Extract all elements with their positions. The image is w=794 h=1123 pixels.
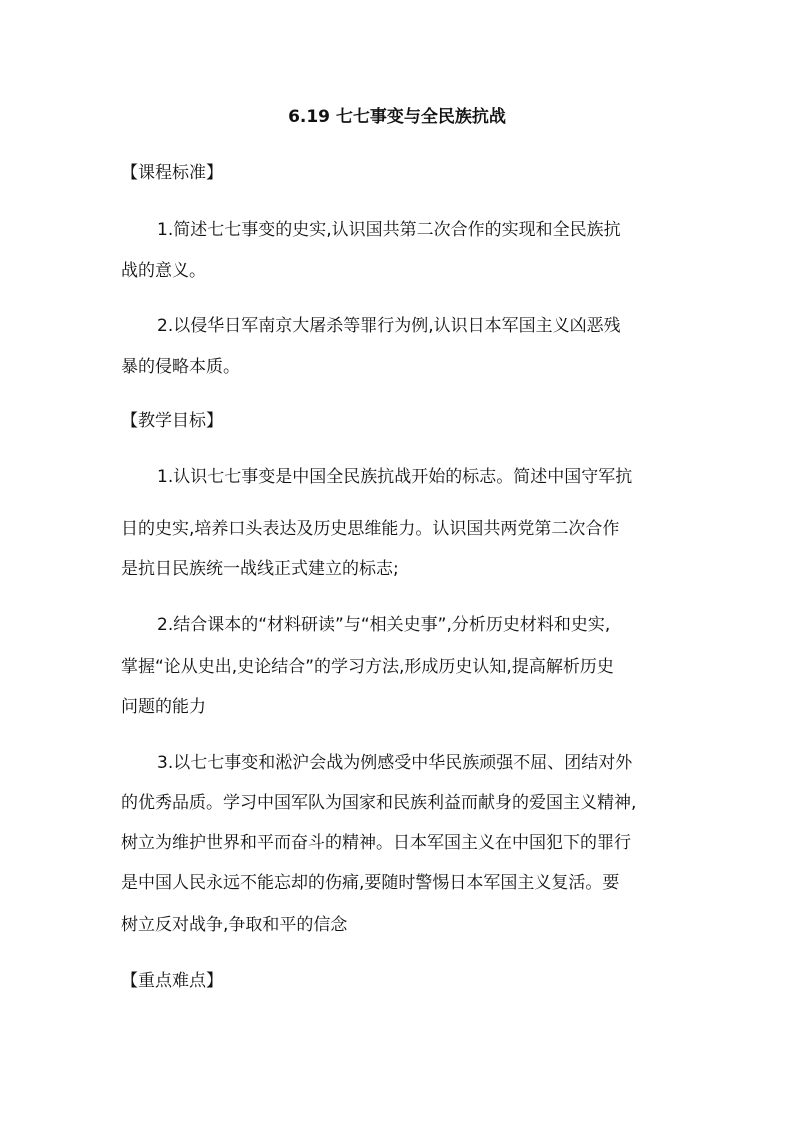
- paragraph-line: 是中国人民永远不能忘却的伤痛,要随时警惕日本军国主义复活。要: [121, 873, 620, 893]
- paragraph-line: 战的意义。: [121, 261, 206, 281]
- paragraph-line: 2.结合课本的“材料研读”与“相关史事”,分析历史材料和史实,: [157, 615, 611, 635]
- paragraph-line: 暴的侵略本质。: [121, 357, 240, 377]
- paragraph-line: 2.以侵华日军南京大屠杀等罪行为例,认识日本军国主义凶恶残: [157, 316, 621, 336]
- page-title: 6.19 七七事变与全民族抗战: [288, 107, 506, 127]
- paragraph-line: 是抗日民族统一战线正式建立的标志;: [121, 559, 399, 579]
- section-heading-curriculum-standard: 【课程标准】: [121, 163, 223, 183]
- paragraph-line: 的优秀品质。学习中国军队为国家和民族利益而献身的爱国主义精神,: [121, 793, 637, 813]
- paragraph-line: 1.简述七七事变的史实,认识国共第二次合作的实现和全民族抗: [157, 220, 621, 240]
- paragraph-line: 3.以七七事变和淞沪会战为例感受中华民族顽强不屈、团结对外: [157, 753, 633, 773]
- paragraph-line: 日的史实,培养口头表达及历史思维能力。认识国共两党第二次合作: [121, 519, 620, 539]
- section-heading-teaching-objectives: 【教学目标】: [121, 411, 223, 431]
- section-heading-key-points: 【重点难点】: [121, 971, 223, 991]
- paragraph-line: 问题的能力: [121, 697, 206, 717]
- paragraph-line: 1.认识七七事变是中国全民族抗战开始的标志。简述中国守军抗: [157, 467, 633, 487]
- paragraph-line: 树立为维护世界和平而奋斗的精神。日本军国主义在中国犯下的罪行: [121, 833, 631, 853]
- paragraph-line: 树立反对战争,争取和平的信念: [121, 915, 348, 935]
- paragraph-line: 掌握“论从史出,史论结合”的学习方法,形成历史认知,提高解析历史: [121, 657, 614, 677]
